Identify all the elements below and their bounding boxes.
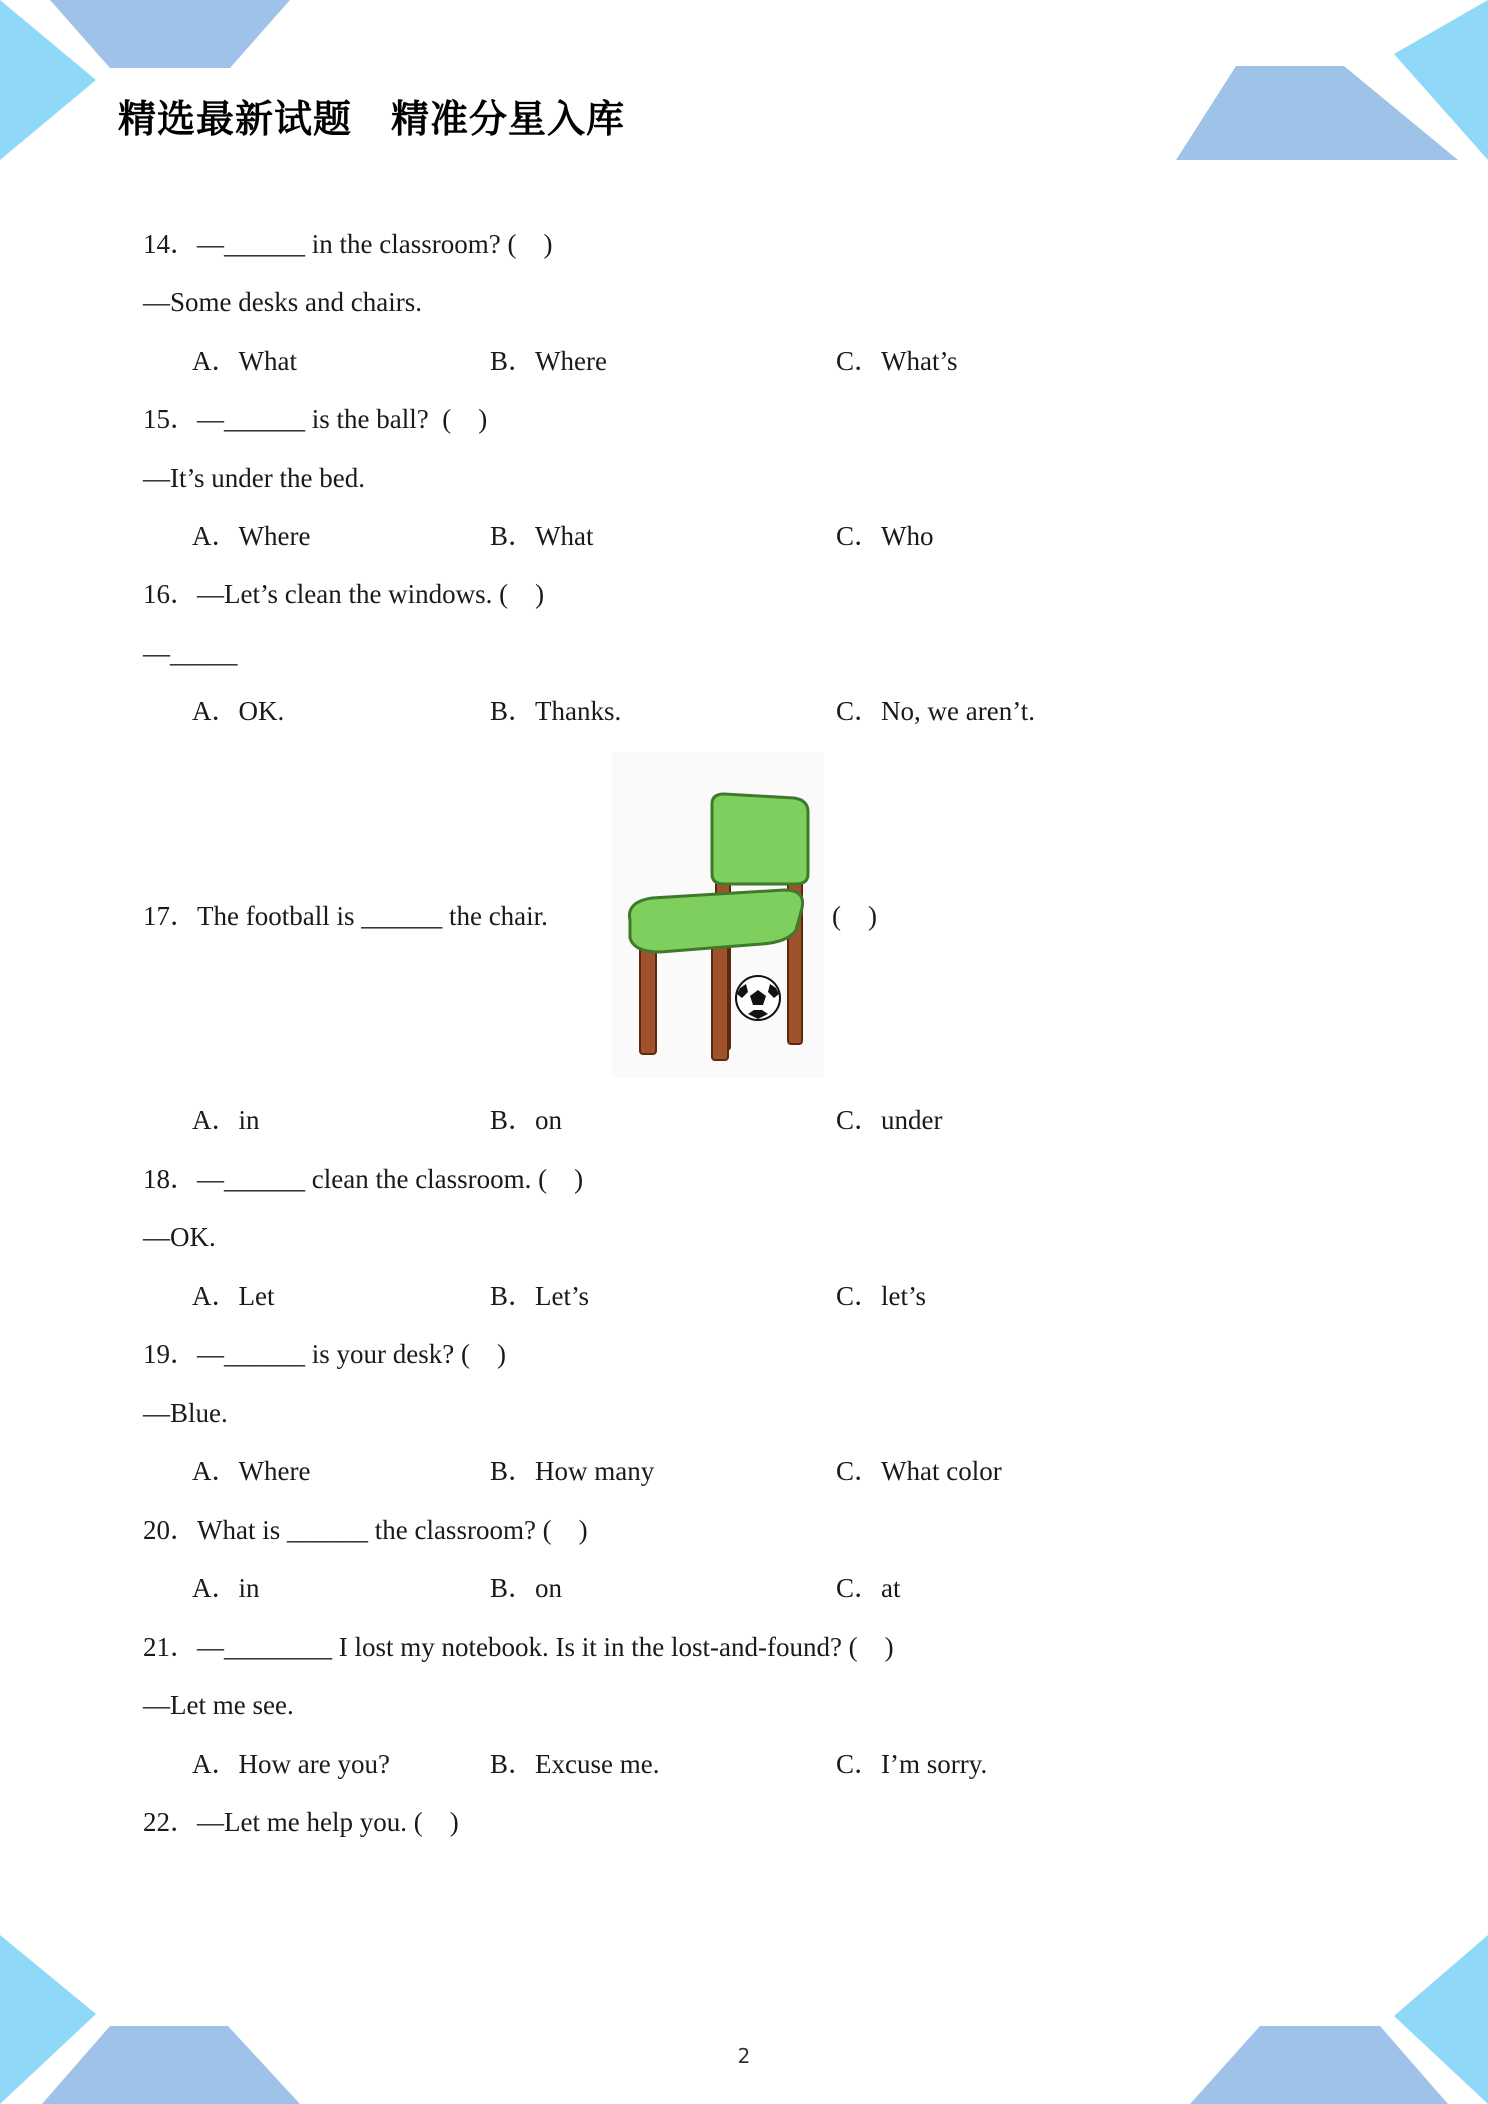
question-14-option-b[interactable]: B．Where bbox=[490, 346, 607, 376]
question-18-option-c[interactable]: C．let’s bbox=[836, 1281, 927, 1311]
question-16-option-b[interactable]: B．Thanks. bbox=[490, 696, 622, 726]
question-15-option-b[interactable]: B．What bbox=[490, 521, 594, 551]
question-21-option-b[interactable]: B．Excuse me. bbox=[490, 1749, 660, 1779]
question-19-option-a[interactable]: A．Where bbox=[192, 1456, 311, 1486]
chair-with-football-image bbox=[612, 752, 824, 1078]
question-14-prompt: 14．—______ in the classroom? ( ) bbox=[143, 229, 553, 259]
question-19-prompt: 19．—______ is your desk? ( ) bbox=[143, 1339, 506, 1369]
football-icon bbox=[736, 976, 780, 1020]
question-18-option-a[interactable]: A．Let bbox=[192, 1281, 275, 1311]
question-14-option-a[interactable]: A．What bbox=[192, 346, 297, 376]
question-18-response: —OK. bbox=[143, 1222, 216, 1252]
question-19-option-b[interactable]: B．How many bbox=[490, 1456, 655, 1486]
question-16-response: —_____ bbox=[143, 638, 238, 668]
question-20-option-a[interactable]: A．in bbox=[192, 1573, 260, 1603]
question-18-prompt: 18．—______ clean the classroom. ( ) bbox=[143, 1164, 584, 1194]
question-18-option-b[interactable]: B．Let’s bbox=[490, 1281, 589, 1311]
question-21-prompt: 21．—________ I lost my notebook. Is it in the lost-and-found? ( ) bbox=[143, 1632, 894, 1662]
question-17-prompt: 17．The football is ______ the chair. bbox=[143, 901, 548, 931]
question-21-option-c[interactable]: C．I’m sorry. bbox=[836, 1749, 988, 1779]
question-20-option-c[interactable]: C．at bbox=[836, 1573, 901, 1603]
question-15-prompt: 15．—______ is the ball? ( ) bbox=[143, 404, 488, 434]
page-number: 2 bbox=[737, 2044, 751, 2068]
question-20-option-b[interactable]: B．on bbox=[490, 1573, 563, 1603]
question-15-option-a[interactable]: A．Where bbox=[192, 521, 311, 551]
question-19-response: —Blue. bbox=[143, 1398, 228, 1428]
question-20-prompt: 20．What is ______ the classroom? ( ) bbox=[143, 1515, 588, 1545]
question-17-option-c[interactable]: C．under bbox=[836, 1105, 943, 1135]
question-19-option-c[interactable]: C．What color bbox=[836, 1456, 1002, 1486]
question-16-option-a[interactable]: A．OK. bbox=[192, 696, 285, 726]
question-17-option-b[interactable]: B．on bbox=[490, 1105, 563, 1135]
question-17-answer-paren: ( ) bbox=[832, 901, 877, 931]
question-22-prompt: 22．—Let me help you. ( ) bbox=[143, 1807, 459, 1837]
question-17-option-a[interactable]: A．in bbox=[192, 1105, 260, 1135]
question-15-response: —It’s under the bed. bbox=[143, 463, 365, 493]
question-21-response: —Let me see. bbox=[143, 1690, 294, 1720]
question-21-option-a[interactable]: A．How are you? bbox=[192, 1749, 390, 1779]
question-14-option-c[interactable]: C．What’s bbox=[836, 346, 958, 376]
question-14-response: —Some desks and chairs. bbox=[143, 287, 422, 317]
question-16-prompt: 16．—Let’s clean the windows. ( ) bbox=[143, 579, 545, 609]
question-15-option-c[interactable]: C．Who bbox=[836, 521, 934, 551]
question-16-option-c[interactable]: C．No, we aren’t. bbox=[836, 696, 1035, 726]
header-title: 精选最新试题 精准分星入库 bbox=[118, 97, 626, 141]
